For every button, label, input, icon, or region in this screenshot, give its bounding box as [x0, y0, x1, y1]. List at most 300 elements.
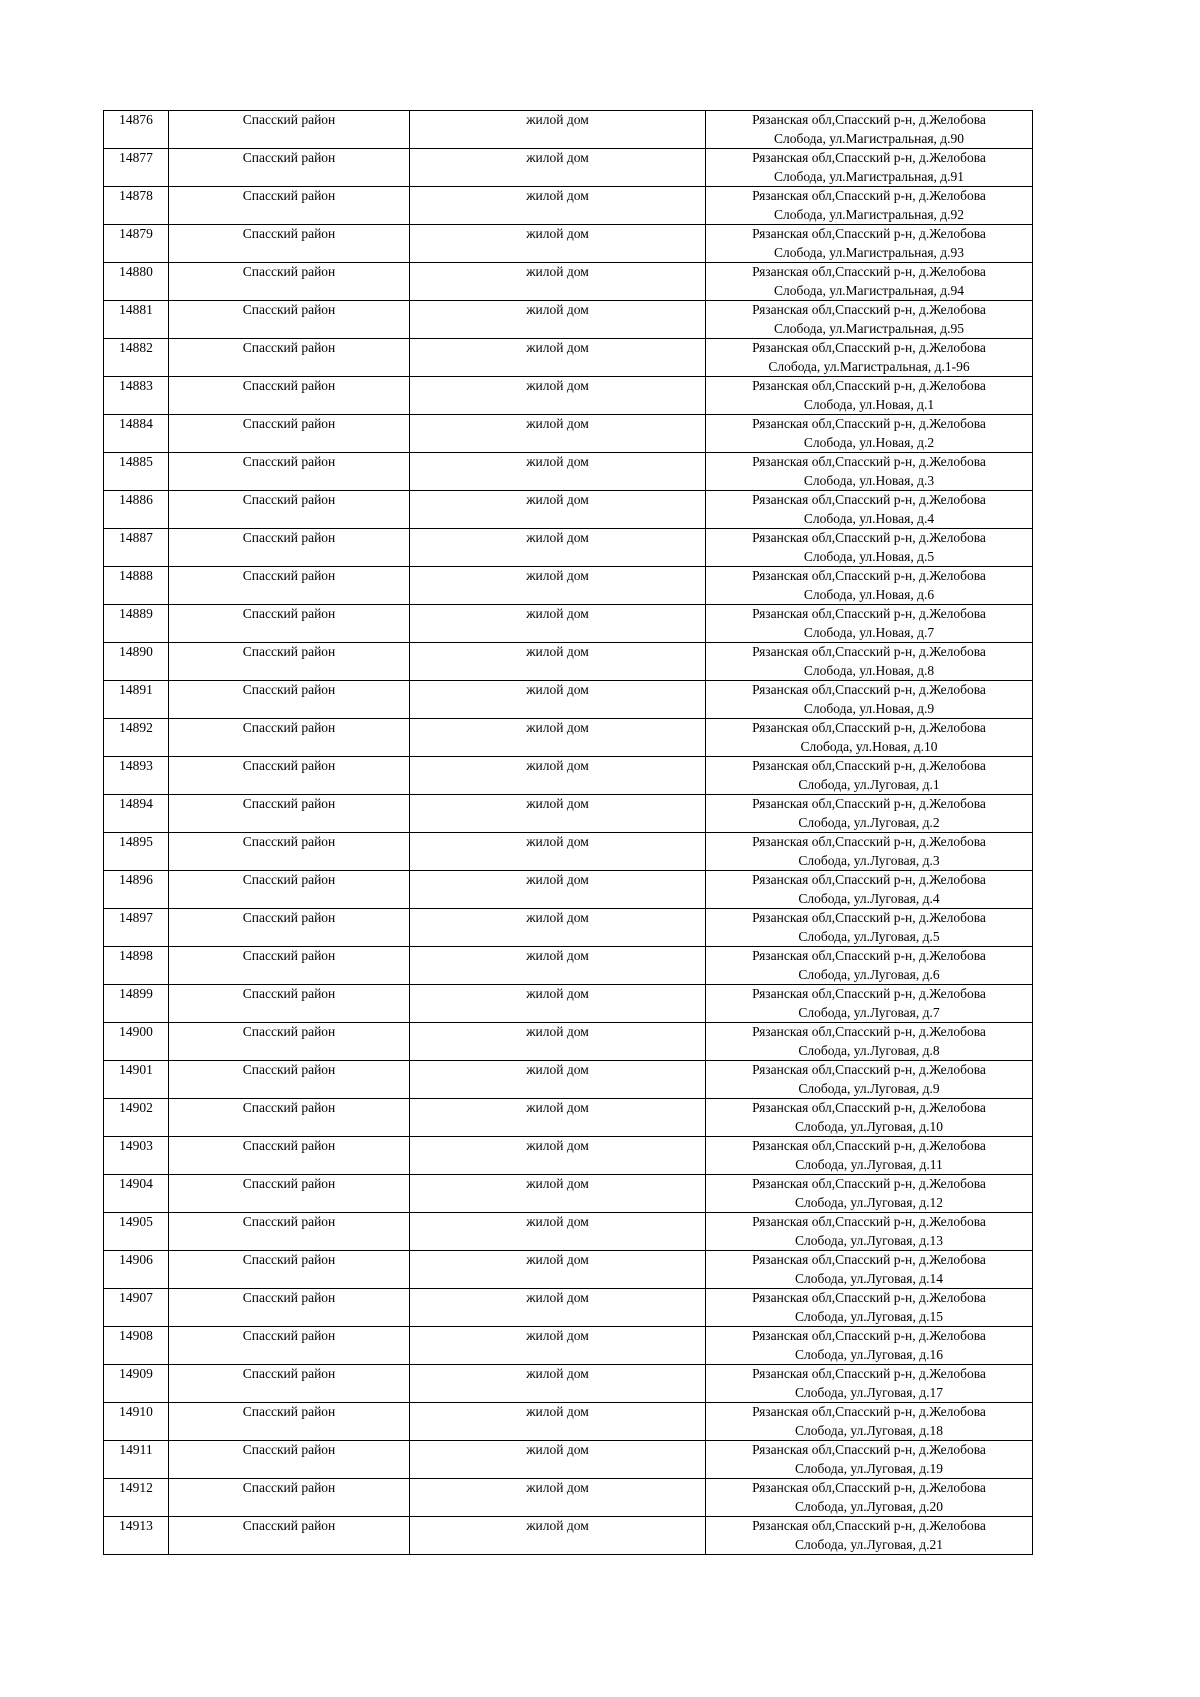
district-cell	[169, 1023, 410, 1061]
table-row	[104, 529, 1033, 567]
district-text: Спасский район	[242, 644, 336, 659]
district-cell	[169, 1441, 410, 1479]
address-line-2: Слобода, ул.Луговая, д.15	[794, 1308, 943, 1324]
address-line-1: Рязанская обл,Спасский р-н, д.Желобова	[752, 796, 986, 811]
address-line-1: Рязанская обл,Спасский р-н, д.Желобова	[752, 264, 986, 279]
record-number-text: 14895	[119, 834, 153, 849]
record-number-text: 14905	[119, 1214, 153, 1229]
object-type-cell	[410, 1099, 706, 1137]
record-number-text: 14908	[119, 1328, 153, 1343]
address-cell	[706, 1213, 1033, 1251]
record-number-text: 14887	[119, 530, 153, 545]
address-cell	[706, 1061, 1033, 1099]
address-line-2: Слобода, ул.Луговая, д.5	[798, 928, 940, 944]
district-cell	[169, 149, 410, 187]
record-number-cell	[104, 1289, 169, 1327]
address-line-1: Рязанская обл,Спасский р-н, д.Желобова	[752, 188, 986, 203]
address-cell	[706, 263, 1033, 301]
district-text: Спасский район	[242, 1176, 336, 1191]
address-line-2: Слобода, ул.Луговая, д.10	[794, 1118, 943, 1134]
address-cell	[706, 719, 1033, 757]
district-text: Спасский район	[242, 188, 336, 203]
address-cell	[706, 1137, 1033, 1175]
district-cell	[169, 1251, 410, 1289]
record-number-cell	[104, 795, 169, 833]
object-type-cell	[410, 1403, 706, 1441]
object-type-cell	[410, 301, 706, 339]
record-number-text: 14900	[119, 1024, 153, 1039]
object-type-text: жилой дом	[526, 758, 589, 773]
district-text: Спасский район	[242, 1328, 336, 1343]
district-cell	[169, 947, 410, 985]
object-type-cell	[410, 985, 706, 1023]
object-type-cell	[410, 871, 706, 909]
district-text: Спасский район	[242, 416, 336, 431]
district-cell	[169, 187, 410, 225]
record-number-cell	[104, 1023, 169, 1061]
record-number-cell	[104, 149, 169, 187]
table-row	[104, 567, 1033, 605]
object-type-text: жилой дом	[526, 302, 589, 317]
address-line-2: Слобода, ул.Луговая, д.14	[794, 1270, 943, 1286]
address-cell	[706, 833, 1033, 871]
record-number-cell	[104, 871, 169, 909]
address-line-1: Рязанская обл,Спасский р-н, д.Желобова	[752, 302, 986, 317]
table-row	[104, 909, 1033, 947]
address-line-2: Слобода, ул.Новая, д.5	[803, 548, 935, 564]
address-line-1: Рязанская обл,Спасский р-н, д.Желобова	[752, 758, 986, 773]
object-type-cell	[410, 1479, 706, 1517]
record-number-text: 14902	[119, 1100, 153, 1115]
record-number-cell	[104, 833, 169, 871]
address-line-2: Слобода, ул.Луговая, д.19	[794, 1460, 943, 1476]
object-type-text: жилой дом	[526, 1214, 589, 1229]
table-row	[104, 1213, 1033, 1251]
address-line-1: Рязанская обл,Спасский р-н, д.Желобова	[752, 1176, 986, 1191]
district-cell	[169, 1137, 410, 1175]
district-text: Спасский район	[242, 1138, 336, 1153]
object-type-text: жилой дом	[526, 264, 589, 279]
address-cell	[706, 1023, 1033, 1061]
district-cell	[169, 567, 410, 605]
record-number-cell	[104, 301, 169, 339]
address-line-1: Рязанская обл,Спасский р-н, д.Желобова	[752, 834, 986, 849]
object-type-cell	[410, 1441, 706, 1479]
district-text: Спасский район	[242, 492, 336, 507]
address-line-1: Рязанская обл,Спасский р-н, д.Желобова	[752, 1290, 986, 1305]
object-type-text: жилой дом	[526, 682, 589, 697]
object-type-text: жилой дом	[526, 872, 589, 887]
address-cell	[706, 149, 1033, 187]
record-number-cell	[104, 985, 169, 1023]
address-cell	[706, 111, 1033, 149]
address-cell	[706, 415, 1033, 453]
address-cell	[706, 529, 1033, 567]
object-type-text: жилой дом	[526, 1176, 589, 1191]
object-type-cell	[410, 491, 706, 529]
district-cell	[169, 377, 410, 415]
record-number-text: 14910	[119, 1404, 153, 1419]
address-cell	[706, 1251, 1033, 1289]
address-cell	[706, 605, 1033, 643]
address-line-1: Рязанская обл,Спасский р-н, д.Желобова	[752, 1062, 986, 1077]
district-text: Спасский район	[242, 1252, 336, 1267]
record-number-text: 14889	[119, 606, 153, 621]
record-number-text: 14879	[119, 226, 153, 241]
address-cell	[706, 1289, 1033, 1327]
record-number-cell	[104, 377, 169, 415]
record-number-text: 14913	[119, 1518, 153, 1533]
object-type-cell	[410, 453, 706, 491]
district-cell	[169, 1175, 410, 1213]
table-row	[104, 681, 1033, 719]
object-type-cell	[410, 111, 706, 149]
district-text: Спасский район	[242, 910, 336, 925]
object-type-text: жилой дом	[526, 910, 589, 925]
record-number-cell	[104, 757, 169, 795]
address-line-2: Слобода, ул.Луговая, д.9	[798, 1080, 940, 1096]
record-number-cell	[104, 1251, 169, 1289]
address-cell	[706, 757, 1033, 795]
object-type-cell	[410, 1289, 706, 1327]
address-line-2: Слобода, ул.Луговая, д.4	[798, 890, 940, 906]
object-type-text: жилой дом	[526, 416, 589, 431]
object-type-text: жилой дом	[526, 948, 589, 963]
object-type-cell	[410, 757, 706, 795]
address-line-1: Рязанская обл,Спасский р-н, д.Желобова	[752, 606, 986, 621]
table-row	[104, 301, 1033, 339]
object-type-cell	[410, 605, 706, 643]
table-row	[104, 339, 1033, 377]
address-line-2: Слобода, ул.Магистральная, д.94	[773, 282, 965, 298]
district-cell	[169, 225, 410, 263]
record-number-text: 14888	[119, 568, 153, 583]
address-line-2: Слобода, ул.Новая, д.2	[803, 434, 935, 450]
address-line-1: Рязанская обл,Спасский р-н, д.Желобова	[752, 1100, 986, 1115]
address-line-2: Слобода, ул.Магистральная, д.95	[773, 320, 965, 336]
district-text: Спасский район	[242, 302, 336, 317]
object-type-text: жилой дом	[526, 568, 589, 583]
address-cell	[706, 1175, 1033, 1213]
district-text: Спасский район	[242, 1404, 336, 1419]
object-type-cell	[410, 909, 706, 947]
object-type-text: жилой дом	[526, 150, 589, 165]
record-number-text: 14877	[119, 150, 153, 165]
object-type-cell	[410, 415, 706, 453]
record-number-cell	[104, 1137, 169, 1175]
address-cell	[706, 1099, 1033, 1137]
address-line-1: Рязанская обл,Спасский р-н, д.Желобова	[752, 112, 986, 127]
address-line-1: Рязанская обл,Спасский р-н, д.Желобова	[752, 948, 986, 963]
district-cell	[169, 909, 410, 947]
address-cell	[706, 1479, 1033, 1517]
object-type-cell	[410, 567, 706, 605]
address-cell	[706, 491, 1033, 529]
object-type-text: жилой дом	[526, 644, 589, 659]
record-number-cell	[104, 187, 169, 225]
object-type-text: жилой дом	[526, 1100, 589, 1115]
district-cell	[169, 1517, 410, 1555]
district-cell	[169, 605, 410, 643]
record-number-cell	[104, 453, 169, 491]
address-cell	[706, 1517, 1033, 1555]
address-line-2: Слобода, ул.Магистральная, д.91	[773, 168, 965, 184]
table-row	[104, 263, 1033, 301]
address-line-2: Слобода, ул.Луговая, д.12	[794, 1194, 943, 1210]
table-row	[104, 1517, 1033, 1555]
record-number-text: 14903	[119, 1138, 153, 1153]
object-type-text: жилой дом	[526, 530, 589, 545]
district-text: Спасский район	[242, 264, 336, 279]
table-row	[104, 1137, 1033, 1175]
object-type-text: жилой дом	[526, 1252, 589, 1267]
district-cell	[169, 871, 410, 909]
district-text: Спасский район	[242, 454, 336, 469]
table-row	[104, 187, 1033, 225]
object-type-cell	[410, 263, 706, 301]
object-type-cell	[410, 187, 706, 225]
district-text: Спасский район	[242, 872, 336, 887]
table-row	[104, 1365, 1033, 1403]
district-cell	[169, 529, 410, 567]
table-row	[104, 833, 1033, 871]
object-type-text: жилой дом	[526, 720, 589, 735]
record-number-text: 14898	[119, 948, 153, 963]
object-type-text: жилой дом	[526, 340, 589, 355]
district-cell	[169, 1365, 410, 1403]
address-cell	[706, 795, 1033, 833]
district-text: Спасский район	[242, 606, 336, 621]
table-row	[104, 605, 1033, 643]
record-number-cell	[104, 1099, 169, 1137]
district-text: Спасский район	[242, 986, 336, 1001]
district-text: Спасский район	[242, 150, 336, 165]
object-type-cell	[410, 377, 706, 415]
address-line-1: Рязанская обл,Спасский р-н, д.Желобова	[752, 1404, 986, 1419]
district-cell	[169, 1289, 410, 1327]
address-line-2: Слобода, ул.Новая, д.1	[803, 396, 935, 412]
object-type-cell	[410, 529, 706, 567]
address-line-2: Слобода, ул.Новая, д.4	[803, 510, 935, 526]
record-number-cell	[104, 1327, 169, 1365]
record-number-text: 14876	[119, 112, 153, 127]
district-text: Спасский район	[242, 1442, 336, 1457]
table-row	[104, 453, 1033, 491]
district-text: Спасский район	[242, 378, 336, 393]
district-text: Спасский район	[242, 796, 336, 811]
table-row	[104, 757, 1033, 795]
object-type-text: жилой дом	[526, 606, 589, 621]
record-number-cell	[104, 491, 169, 529]
address-line-1: Рязанская обл,Спасский р-н, д.Желобова	[752, 644, 986, 659]
district-text: Спасский район	[242, 112, 336, 127]
table-row	[104, 149, 1033, 187]
address-line-2: Слобода, ул.Магистральная, д.93	[773, 244, 965, 260]
address-line-1: Рязанская обл,Спасский р-н, д.Желобова	[752, 378, 986, 393]
address-line-1: Рязанская обл,Спасский р-н, д.Желобова	[752, 1328, 986, 1343]
record-number-text: 14896	[119, 872, 153, 887]
district-cell	[169, 681, 410, 719]
table-row	[104, 1327, 1033, 1365]
object-type-text: жилой дом	[526, 1024, 589, 1039]
address-cell	[706, 339, 1033, 377]
address-cell	[706, 1327, 1033, 1365]
district-text: Спасский район	[242, 1024, 336, 1039]
address-line-2: Слобода, ул.Луговая, д.6	[798, 966, 940, 982]
record-number-cell	[104, 1403, 169, 1441]
table-row	[104, 871, 1033, 909]
table-row	[104, 1479, 1033, 1517]
address-line-2: Слобода, ул.Луговая, д.20	[794, 1498, 943, 1514]
table-row	[104, 377, 1033, 415]
record-number-cell	[104, 339, 169, 377]
object-type-cell	[410, 1251, 706, 1289]
address-cell	[706, 225, 1033, 263]
record-number-cell	[104, 681, 169, 719]
district-text: Спасский район	[242, 1100, 336, 1115]
record-number-text: 14886	[119, 492, 153, 507]
address-cell	[706, 1365, 1033, 1403]
object-type-text: жилой дом	[526, 188, 589, 203]
district-text: Спасский район	[242, 948, 336, 963]
address-cell	[706, 377, 1033, 415]
district-cell	[169, 719, 410, 757]
district-cell	[169, 985, 410, 1023]
object-type-text: жилой дом	[526, 454, 589, 469]
object-type-text: жилой дом	[526, 112, 589, 127]
district-cell	[169, 795, 410, 833]
record-number-text: 14894	[119, 796, 153, 811]
record-number-cell	[104, 947, 169, 985]
record-number-text: 14911	[119, 1442, 153, 1457]
record-number-cell	[104, 263, 169, 301]
object-type-text: жилой дом	[526, 1518, 589, 1533]
record-number-text: 14882	[119, 340, 153, 355]
record-number-cell	[104, 529, 169, 567]
table-row	[104, 947, 1033, 985]
table-row	[104, 111, 1033, 149]
address-line-2: Слобода, ул.Луговая, д.17	[794, 1384, 943, 1400]
address-cell	[706, 567, 1033, 605]
address-line-1: Рязанская обл,Спасский р-н, д.Желобова	[752, 530, 986, 545]
district-text: Спасский район	[242, 1518, 336, 1533]
object-type-text: жилой дом	[526, 1062, 589, 1077]
address-line-2: Слобода, ул.Луговая, д.16	[794, 1346, 943, 1362]
record-number-cell	[104, 1213, 169, 1251]
address-line-2: Слобода, ул.Луговая, д.18	[794, 1422, 943, 1438]
district-text: Спасский район	[242, 340, 336, 355]
district-text: Спасский район	[242, 720, 336, 735]
district-cell	[169, 1099, 410, 1137]
object-type-cell	[410, 1213, 706, 1251]
record-number-text: 14901	[119, 1062, 153, 1077]
record-number-text: 14909	[119, 1366, 153, 1381]
registry-table	[103, 110, 1033, 1555]
address-line-2: Слобода, ул.Луговая, д.8	[798, 1042, 940, 1058]
table-row	[104, 643, 1033, 681]
address-line-1: Рязанская обл,Спасский р-н, д.Желобова	[752, 492, 986, 507]
object-type-cell	[410, 1327, 706, 1365]
district-text: Спасский район	[242, 1062, 336, 1077]
address-cell	[706, 643, 1033, 681]
record-number-cell	[104, 1061, 169, 1099]
address-line-1: Рязанская обл,Спасский р-н, д.Желобова	[752, 872, 986, 887]
object-type-cell	[410, 643, 706, 681]
table-row	[104, 1441, 1033, 1479]
address-line-2: Слобода, ул.Луговая, д.13	[794, 1232, 943, 1248]
table-row	[104, 415, 1033, 453]
address-cell	[706, 681, 1033, 719]
district-cell	[169, 491, 410, 529]
table-row	[104, 1061, 1033, 1099]
address-line-2: Слобода, ул.Новая, д.6	[803, 586, 935, 602]
record-number-cell	[104, 605, 169, 643]
address-line-1: Рязанская обл,Спасский р-н, д.Желобова	[752, 340, 986, 355]
address-line-2: Слобода, ул.Новая, д.9	[803, 700, 935, 716]
address-line-2: Слобода, ул.Луговая, д.21	[794, 1536, 943, 1552]
table-row	[104, 795, 1033, 833]
record-number-cell	[104, 1441, 169, 1479]
record-number-cell	[104, 1517, 169, 1555]
record-number-text: 14883	[119, 378, 153, 393]
address-line-1: Рязанская обл,Спасский р-н, д.Желобова	[752, 226, 986, 241]
address-cell	[706, 453, 1033, 491]
record-number-text: 14904	[119, 1176, 153, 1191]
object-type-cell	[410, 1517, 706, 1555]
record-number-text: 14892	[119, 720, 153, 735]
address-line-1: Рязанская обл,Спасский р-н, д.Желобова	[752, 416, 986, 431]
district-cell	[169, 1213, 410, 1251]
object-type-cell	[410, 1023, 706, 1061]
district-cell	[169, 757, 410, 795]
address-line-2: Слобода, ул.Новая, д.10	[800, 738, 938, 754]
object-type-text: жилой дом	[526, 378, 589, 393]
object-type-cell	[410, 149, 706, 187]
record-number-text: 14890	[119, 644, 153, 659]
record-number-cell	[104, 415, 169, 453]
table-row	[104, 1403, 1033, 1441]
record-number-text: 14878	[119, 188, 153, 203]
object-type-cell	[410, 1365, 706, 1403]
district-cell	[169, 415, 410, 453]
object-type-text: жилой дом	[526, 986, 589, 1001]
address-line-1: Рязанская обл,Спасский р-н, д.Желобова	[752, 568, 986, 583]
record-number-cell	[104, 1365, 169, 1403]
object-type-text: жилой дом	[526, 1138, 589, 1153]
address-line-1: Рязанская обл,Спасский р-н, д.Желобова	[752, 1252, 986, 1267]
table-row	[104, 491, 1033, 529]
district-cell	[169, 301, 410, 339]
table-row	[104, 225, 1033, 263]
district-text: Спасский район	[242, 530, 336, 545]
address-line-1: Рязанская обл,Спасский р-н, д.Желобова	[752, 720, 986, 735]
district-text: Спасский район	[242, 834, 336, 849]
object-type-cell	[410, 795, 706, 833]
district-cell	[169, 1403, 410, 1441]
address-cell	[706, 1441, 1033, 1479]
district-cell	[169, 833, 410, 871]
address-cell	[706, 909, 1033, 947]
record-number-text: 14884	[119, 416, 153, 431]
address-line-1: Рязанская обл,Спасский р-н, д.Желобова	[752, 682, 986, 697]
district-cell	[169, 339, 410, 377]
table-row	[104, 719, 1033, 757]
table-row	[104, 1099, 1033, 1137]
district-cell	[169, 1061, 410, 1099]
district-cell	[169, 263, 410, 301]
object-type-cell	[410, 947, 706, 985]
object-type-text: жилой дом	[526, 1442, 589, 1457]
